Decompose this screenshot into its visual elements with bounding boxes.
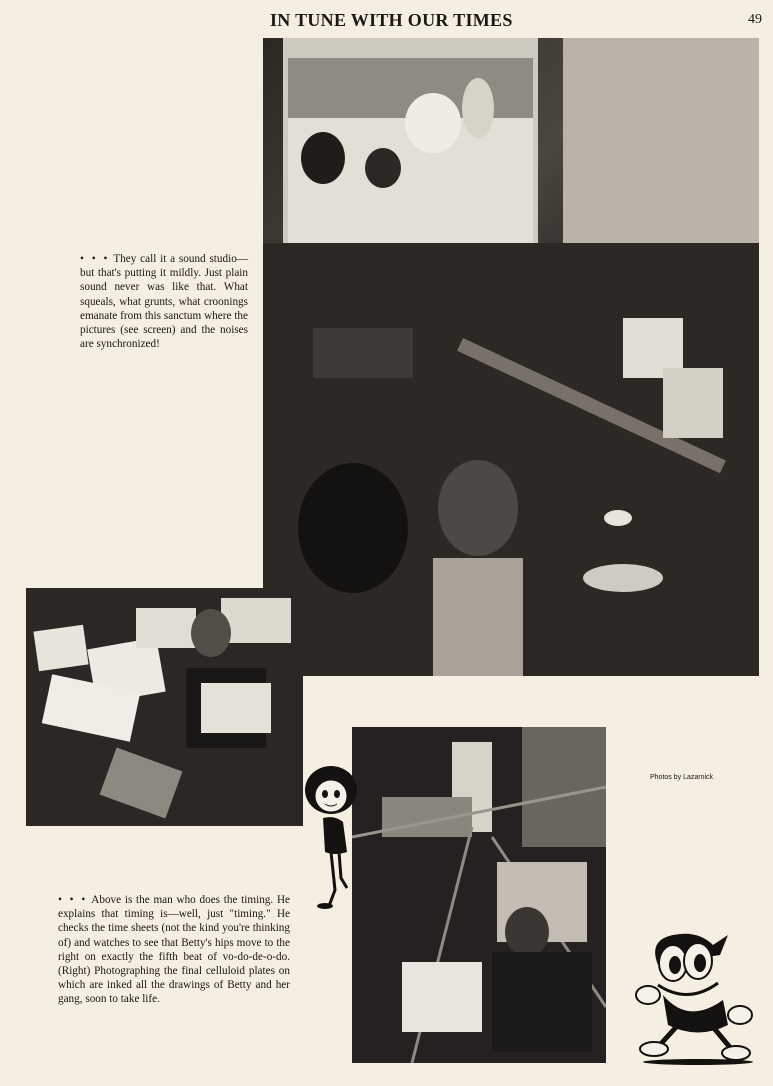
caption-bullets: • • • xyxy=(58,894,88,906)
bimbo-cartoon-illustration xyxy=(628,925,760,1065)
studio-caption xyxy=(80,252,248,351)
sound-studio-photo xyxy=(263,38,759,676)
timing-caption-text: Above is the man who does the timing. He explains that timing is—well, just "timing." He checks the time sheets (not the kind you're thinking of) and watches to see that Betty's hips move to the right on exactly the fifth beat of vo-do-de-o-do. (Right) Photographing the final celluloid plates on which are inked all the drawings of Betty and her gang, soon to take life. xyxy=(58,894,290,1006)
studio-caption-text: They call it a sound studio—but that's putting it mildly. Just plain sound never was like that. What squeals, what grunts, what croonings emanate from this sanctum where the pictures (see screen) and the noises are synchronized! xyxy=(80,253,248,351)
photo-credit: Photos by Lazarnick xyxy=(650,774,714,781)
caption-bullets: • • • xyxy=(80,253,110,265)
running-head: IN TUNE WITH OUR TIMES xyxy=(270,10,513,30)
page-number: 49 xyxy=(748,12,762,27)
camera-photo xyxy=(352,727,606,1063)
timing-caption xyxy=(58,893,290,1007)
timing-photo xyxy=(26,588,303,826)
betty-boop-illustration xyxy=(295,760,375,910)
